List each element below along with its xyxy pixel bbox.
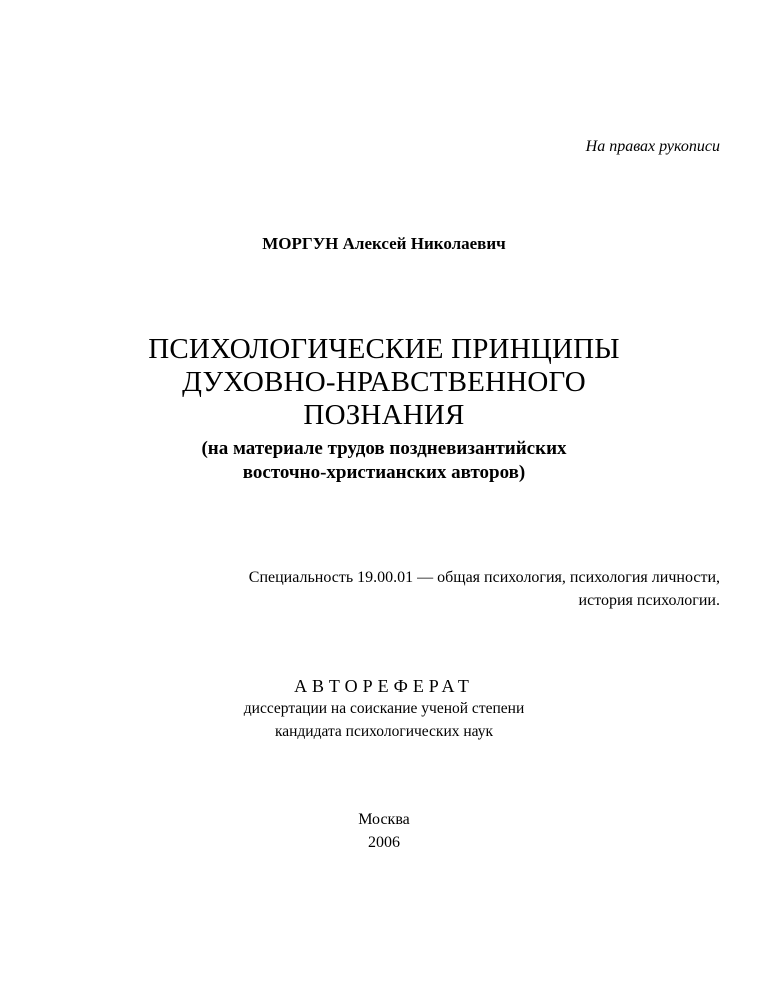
subtitle-line: восточно-христианских авторов) xyxy=(242,462,526,483)
year: 2006 xyxy=(368,834,400,851)
dissertation-line: кандидата психологических наук xyxy=(274,723,494,740)
title-line: ДУХОВНО-НРАВСТВЕННОГО xyxy=(182,366,586,398)
rights-note: На правах рукописи xyxy=(585,138,720,155)
speciality-line: Специальность 19.00.01 — общая психология, психология личности, xyxy=(248,569,720,586)
dissertation-title xyxy=(0,333,768,432)
speciality-block xyxy=(249,566,720,612)
city: Москва xyxy=(358,811,410,828)
abstract-heading: АВТОРЕФЕРАТ xyxy=(294,676,474,696)
dissertation-description xyxy=(0,697,768,743)
speciality-line: история психологии. xyxy=(578,592,720,609)
title-line: ПОЗНАНИЯ xyxy=(303,399,465,431)
dissertation-subtitle xyxy=(0,437,768,485)
place-and-year xyxy=(0,808,768,854)
author-name: МОРГУН Алексей Николаевич xyxy=(262,234,506,253)
title-line: ПСИХОЛОГИЧЕСКИЕ ПРИНЦИПЫ xyxy=(148,333,620,365)
subtitle-line: (на материале трудов поздневизантийских xyxy=(201,438,567,459)
dissertation-line: диссертации на соискание ученой степени xyxy=(243,700,525,717)
